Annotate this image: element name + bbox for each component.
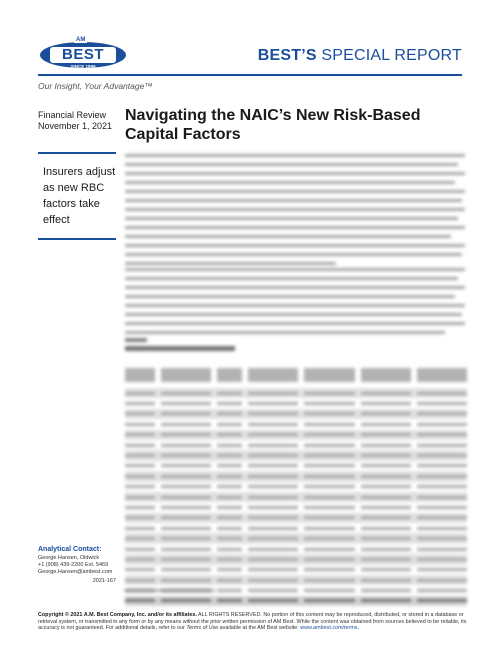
table-source-note (125, 589, 215, 592)
table-row (125, 409, 467, 419)
logo-best-text: BEST (61, 46, 104, 63)
exhibit-table (125, 364, 467, 606)
table-row (125, 471, 467, 481)
table-row (125, 575, 467, 585)
report-type-title (258, 47, 462, 65)
table-header (125, 364, 467, 388)
terms-of-use-text: Terms of Use (186, 625, 219, 632)
report-type-rest: SPECIAL REPORT (321, 47, 462, 64)
table-row (125, 461, 467, 471)
sidebar-callout: Insurers adjust as new RBC factors take effect (38, 152, 116, 240)
table-row (125, 554, 467, 564)
table-row (125, 450, 467, 460)
footer-text-1: ALL RIGHTS RESERVED. No portion of this content may be reproduced, distributed, or stored in a database or retrieval system, or transmitted in any form or by any means without the prior written permission of AM Best. While the content was obtained from sources believed to be reliable, its accuracy is not guaranteed. For additional details, refer to our (38, 612, 467, 632)
table-row (125, 492, 467, 502)
article-title: Navigating the NAIC’s New Risk-Based Capital Factors (125, 107, 421, 143)
table-row (125, 419, 467, 429)
body-paragraph-1 (125, 154, 465, 271)
table-row (125, 544, 467, 554)
table-row (125, 482, 467, 492)
table-row (125, 398, 467, 408)
tagline: Our Insight, Your Advantage™ (38, 81, 153, 91)
table-row (125, 502, 467, 512)
exhibit-heading (125, 338, 235, 351)
table-row (125, 513, 467, 523)
report-meta (38, 110, 112, 132)
header-rule (38, 74, 462, 76)
contact-phone: +1 (908) 439-2200 Ext. 5469 (38, 562, 109, 568)
report-category: Financial Review (38, 110, 107, 120)
table-row (125, 533, 467, 543)
report-date: November 1, 2021 (38, 121, 113, 131)
copyright-notice: Copyright © 2021 A.M. Best Company, Inc. and/or its affiliates. (38, 612, 197, 618)
contact-heading: Analytical Contact: (38, 546, 102, 553)
table-total-row (125, 596, 467, 606)
body-paragraph-2 (125, 268, 465, 340)
footer-text-2: available at the AM Best website: (218, 625, 301, 632)
contact-name: George Hansen, Oldwick (38, 555, 100, 561)
report-type-bold: BEST’S (257, 47, 317, 64)
copyright-footer (38, 612, 470, 632)
table-row (125, 565, 467, 575)
table-row (125, 523, 467, 533)
am-best-logo (40, 37, 126, 70)
logo-am-text: AM (76, 37, 86, 43)
table-row (125, 440, 467, 450)
footer-end: . (357, 625, 360, 632)
contact-email[interactable]: George.Hansen@ambest.com (38, 569, 113, 575)
analytical-contact (38, 546, 116, 585)
logo-since-text: SINCE 1899 (70, 64, 96, 69)
table-row (125, 430, 467, 440)
terms-link[interactable]: www.ambest.com/terms (300, 625, 358, 632)
table-row (125, 388, 467, 398)
report-code: 2021-167 (92, 578, 116, 584)
